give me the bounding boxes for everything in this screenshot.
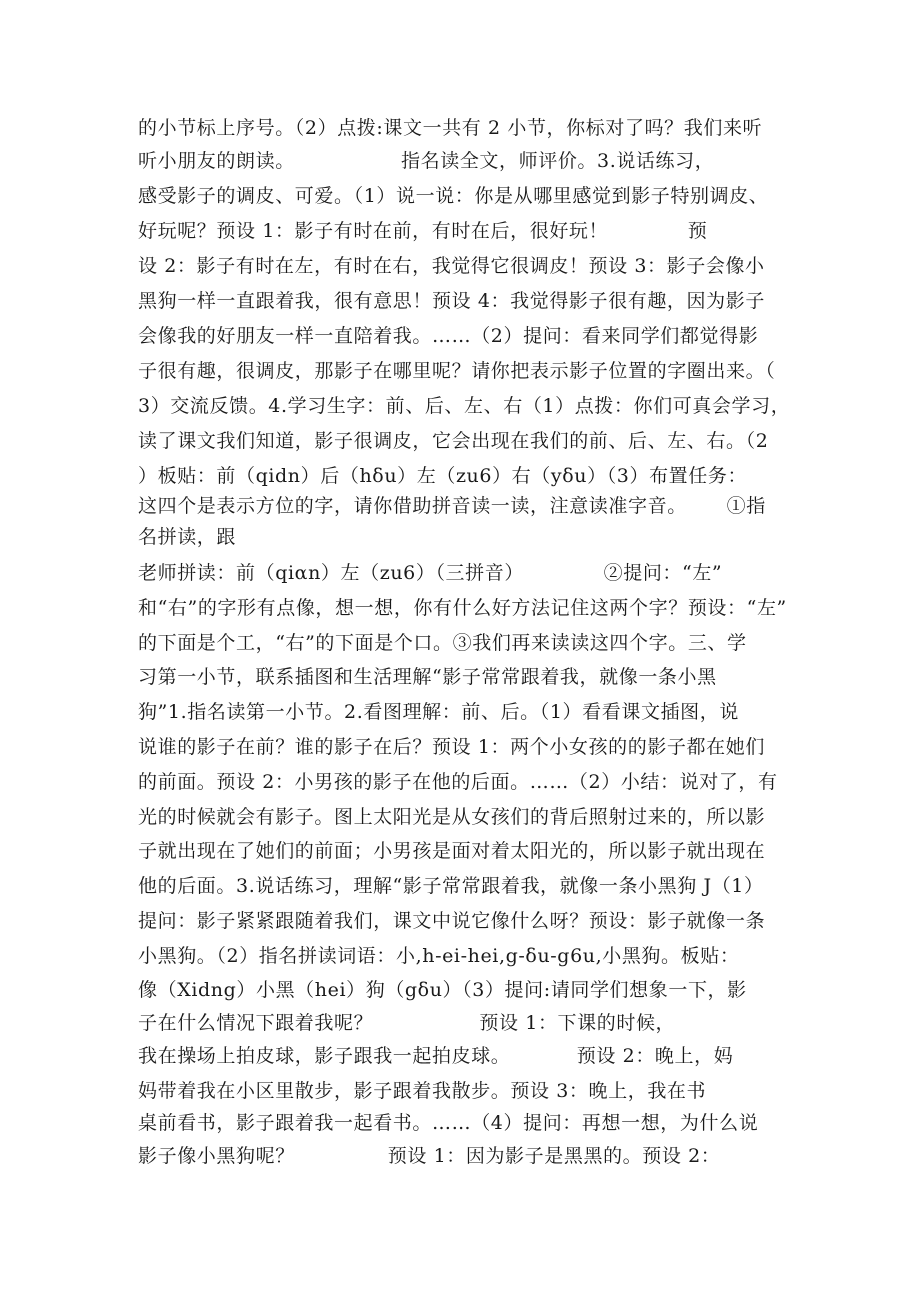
text-line: 桌前看书，影子跟着我一起看书。……（4）提问：再想一想，为什么说 [138,1112,759,1134]
text-line: 的前面。预设 2：小男孩的影子在他的后面。……（2）小结：说对了，有 [138,771,778,793]
text-line: ）板贴：前（qidn）后（hδu）左（zu6）右（yδu）（3）布置任务： [138,465,748,487]
text-line: 读了课文我们知道，影子很调皮，它会出现在我们的前、后、左、右。（2 [138,430,769,452]
text-line: 名拼读，跟 [138,526,237,548]
text-line: 设 2：影子有时在左，有时在右，我觉得它很调皮！预设 3：影子会像小 [138,255,765,277]
text-line: 妈带着我在小区里散步，影子跟着我散步。预设 3：晚上，我在书 [138,1080,707,1102]
text-line: 子就出现在了她们的前面；小男孩是面对着太阳光的，所以影子就出现在 [138,840,766,862]
text-line: 他的后面。3.说话练习，理解“影子常常跟着我，就像一条小黑狗 J（1） [138,875,764,897]
text-line: 光的时候就会有影子。图上太阳光是从女孩们的背后照射过来的，所以影 [138,806,766,828]
text-line: 听小朋友的朗读。 指名读全文，师评价。3.说话练习， [138,150,715,172]
text-line: 子在什么情况下跟着我呢？ 预设 1：下课的时候， [138,1012,676,1034]
text-line: 好玩呢？预设 1：影子有时在前，有时在后，很好玩！ 预 [138,220,708,242]
text-line: 狗”1.指名读第一小节。2.看图理解：前、后。（1）看看课文插图，说 [138,701,739,723]
text-line: 黑狗一样一直跟着我，很有意思！预设 4：我觉得影子很有趣，因为影子 [138,290,765,312]
text-line: 这四个是表示方位的字，请你借助拼音读一读，注意读准字音。 ①指 [138,495,766,517]
text-line: 子很有趣，很调皮，那影子在哪里呢？请你把表示影子位置的字圈出来。（ [138,360,776,382]
text-line: 小黑狗。（2）指名拼读词语：小,h-ei-hei,g-δu-g6u,小黑狗。板贴： [138,945,740,967]
text-line: 和“右”的字形有点像，想一想，你有什么好方法记住这两个字？预设：“左” [138,597,787,619]
text-line: 像（Xidng）小黑（hei）狗（gδu）（3）提问:请同学们想象一下，影 [138,979,747,1001]
text-line: 习第一小节，联系插图和生活理解“影子常常跟着我，就像一条小黑 [138,666,717,688]
text-line: 的小节标上序号。（2）点拨:课文一共有 2 小节，你标对了吗？我们来听 [138,117,763,139]
text-line: 说谁的影子在前？谁的影子在后？预设 1：两个小女孩的的影子都在她们 [138,736,765,758]
text-line: 提问：影子紧紧跟随着我们，课文中说它像什么呀？预设：影子就像一条 [138,910,766,932]
text-line: 会像我的好朋友一样一直陪着我。……（2）提问：看来同学们都觉得影 [138,325,759,347]
text-line: 3）交流反馈。4.学习生字：前、后、左、右（1）点拨：你们可真会学习， [138,395,791,417]
text-line: 老师拼读：前（qiαn）左（zu6）（三拼音） ②提问：“左” [138,562,723,584]
text-line: 感受影子的调皮、可爱。（1）说一说：你是从哪里感觉到影子特别调皮、 [138,185,769,207]
text-line: 我在操场上拍皮球，影子跟我一起拍皮球。 预设 2：晚上，妈 [138,1045,734,1067]
text-line: 的下面是个工，“右”的下面是个口。③我们再来读读这四个字。三、学 [138,632,747,654]
text-line: 影子像小黑狗呢？ 预设 1：因为影子是黑黑的。预设 2： [138,1145,721,1167]
